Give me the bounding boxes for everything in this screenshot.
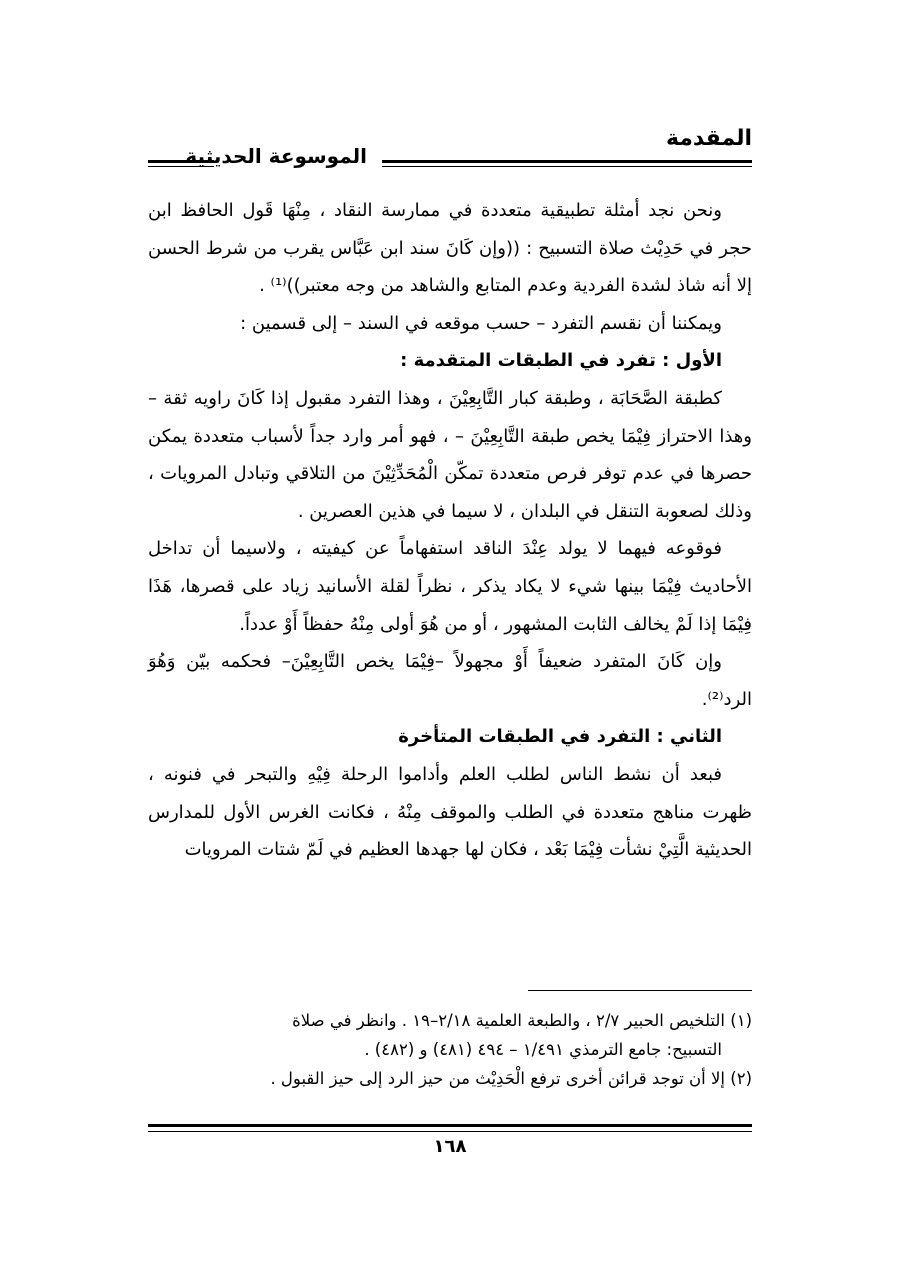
section-heading: الثاني : التفرد في الطبقات المتأخرة bbox=[398, 726, 722, 748]
footnote-1-continued: التسبيح: جامع الترمذي ١/٤٩١ – ٤٩٤ (٤٨١) و (٤٨٢) . bbox=[364, 1040, 722, 1059]
footnote-2: (٢) إلا أن توجد قرائن أخرى ترفع الْحَدِيْث من حيز الرد إلى حيز القبول . bbox=[270, 1069, 752, 1088]
paragraph: وإن كَانَ المتفرد ضعيفاً أَوْ مجهولاً –فِيْمَا يخص التَّابِعِيْنَ– فحكمه بيّن وَهُوَ الرد⁽²⁾. bbox=[148, 651, 752, 710]
paragraph: فوقوعه فيهما لا يولد عِنْدَ الناقد استفهاماً عن كيفيته ، ولاسيما أن تداخل الأحاديث فِيْمَا بينها شيء لا يكاد يذكر ، نظراً لقلة الأسانيد زياد على قصرها، هَذَا فِيْمَا إذا لَمْ يخالف الثابت المشهور ، أو من هُوَ أولى مِنْهُ حفظاً أَوْ عدداً. bbox=[148, 538, 752, 635]
footnotes bbox=[148, 1006, 752, 1093]
header-rule-left bbox=[148, 160, 214, 167]
footer-rule bbox=[148, 1124, 752, 1132]
paragraph: ويمكننا أن نقسم التفرد – حسب موقعه في السند – إلى قسمين : bbox=[240, 312, 722, 334]
page-number: ١٦٨ bbox=[433, 1136, 467, 1157]
book-title: الموسوعة الحديثية bbox=[185, 144, 367, 168]
header-rule-right bbox=[382, 160, 752, 167]
paragraph: كطبقة الصَّحَابَة ، وطبقة كبار التَّابِعِيْنَ ، وهذا التفرد مقبول إذا كَانَ راويه ثقة – وهذا الاحتراز فِيْمَا يخص طبقة التَّابِعِيْنَ – ، فهو أمر وارد جداً لأسباب متعددة يمكن حصرها في عدم توفر فرص متعددة تمكّن الْمُحَدِّثِيْنَ من التلاقي وتبادل المرويات ، وذلك لصعوبة التنقل في البلدان ، لا سيما في هذين العصرين . bbox=[148, 387, 752, 522]
body-text bbox=[148, 192, 752, 869]
footnote-1: (١) التلخيص الحبير ٢/٧ ، والطبعة العلمية ٢/١٨–١٩ . وانظر في صلاة bbox=[292, 1011, 752, 1030]
paragraph: فبعد أن نشط الناس لطلب العلم وأداموا الرحلة فِيْهِ والتبحر في فنونه ، ظهرت مناهج متعددة في الطلب والموقف مِنْهُ ، فكانت الغرس الأول للمدارس الحديثية الَّتِيْ نشأت فِيْمَا بَعْد ، فكان لها جهدها العظيم في لَمّ شتات المرويات bbox=[148, 763, 752, 861]
footnote-separator bbox=[528, 990, 752, 991]
section-heading: الأول : تفرد في الطبقات المتقدمة : bbox=[400, 350, 722, 372]
paragraph: ونحن نجد أمثلة تطبيقية متعددة في ممارسة النقاد ، مِنْهَا قَول الحافظ ابن حجر في حَدِيْث صلاة التسبيح : ((وإن كَانَ سند ابن عَبَّاس يقرب من شرط الحسن إلا أنه شاذ لشدة الفردية وعدم المتابع والشاهد من وجه معتبر))⁽¹⁾ . bbox=[148, 200, 752, 297]
chapter-title: المقدمة bbox=[665, 126, 752, 151]
page-header bbox=[148, 118, 752, 180]
